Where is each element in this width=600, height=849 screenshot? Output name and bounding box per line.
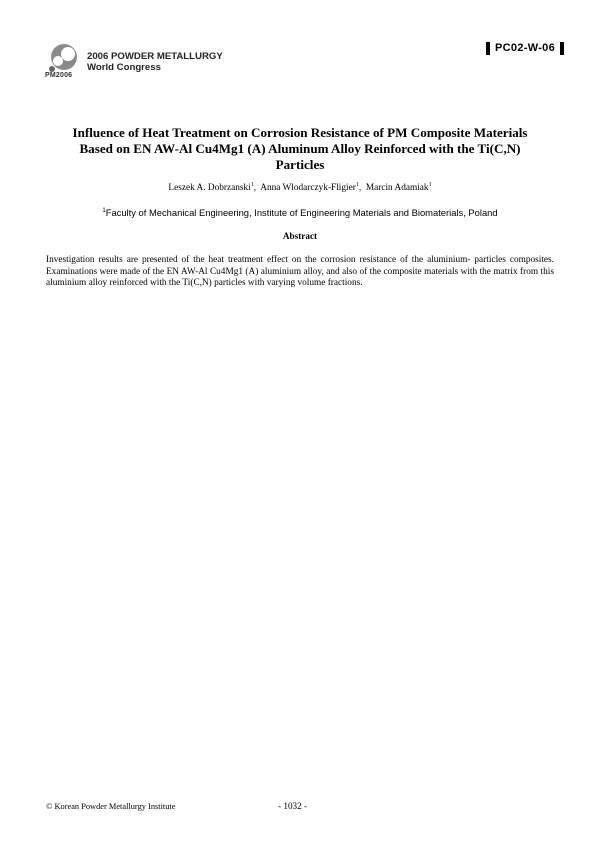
congress-line-2: World Congress — [87, 62, 161, 73]
author-affil-mark: 1 — [428, 182, 432, 188]
paper-code-badge: PC02-W-06 — [486, 42, 564, 55]
author-list: Leszek A. Dobrzanski$^1$, Anna Wlodarczyk-Fligier$^1$, Marcin Adamiak$^1$ — [168, 182, 432, 194]
affiliation — [0, 207, 600, 218]
author-affil-mark: 1 — [355, 182, 359, 188]
copyright-notice: © Korean Powder Metallurgy Institute — [46, 802, 176, 811]
page-number: - 1032 - — [278, 801, 308, 811]
paper-title — [20, 125, 580, 173]
affiliation-text: Faculty of Mechanical Engineering, Institute of Engineering Materials and Biomaterials, Poland — [105, 207, 498, 218]
logo-year: PM2006 — [45, 72, 73, 79]
abstract-text: Investigation results are presented of the heat treatment effect on the corrosion resistance of the aluminium- particles composites. Examinations were made of the EN AW-Al Cu4Mg1 (A) aluminium alloy, and also of the composite materials with the matrix from this aluminium alloy reinforced with the Ti(C,N) particles with varying volume fractions. — [46, 255, 554, 289]
title-line-3: Particles — [275, 157, 325, 172]
congress-line-1: 2006 POWDER METALLURGY — [87, 51, 223, 62]
abstract-heading: Abstract — [282, 231, 318, 241]
title-line-1: Influence of Heat Treatment on Corrosion Resistance of PM Composite Materials — [72, 125, 528, 140]
author-name: Anna Wlodarczyk-Fligier — [260, 183, 356, 194]
author-name: Marcin Adamiak — [365, 183, 429, 194]
title-line-2: Based on EN AW-Al Cu4Mg1 (A) Aluminum Alloy Reinforced with the Ti(C,N) — [79, 141, 521, 156]
congress-name — [87, 51, 223, 73]
affiliation-mark: 1 — [102, 207, 106, 214]
author-affil-mark: 1 — [250, 182, 254, 188]
author-name: Leszek A. Dobrzanski — [168, 183, 251, 194]
